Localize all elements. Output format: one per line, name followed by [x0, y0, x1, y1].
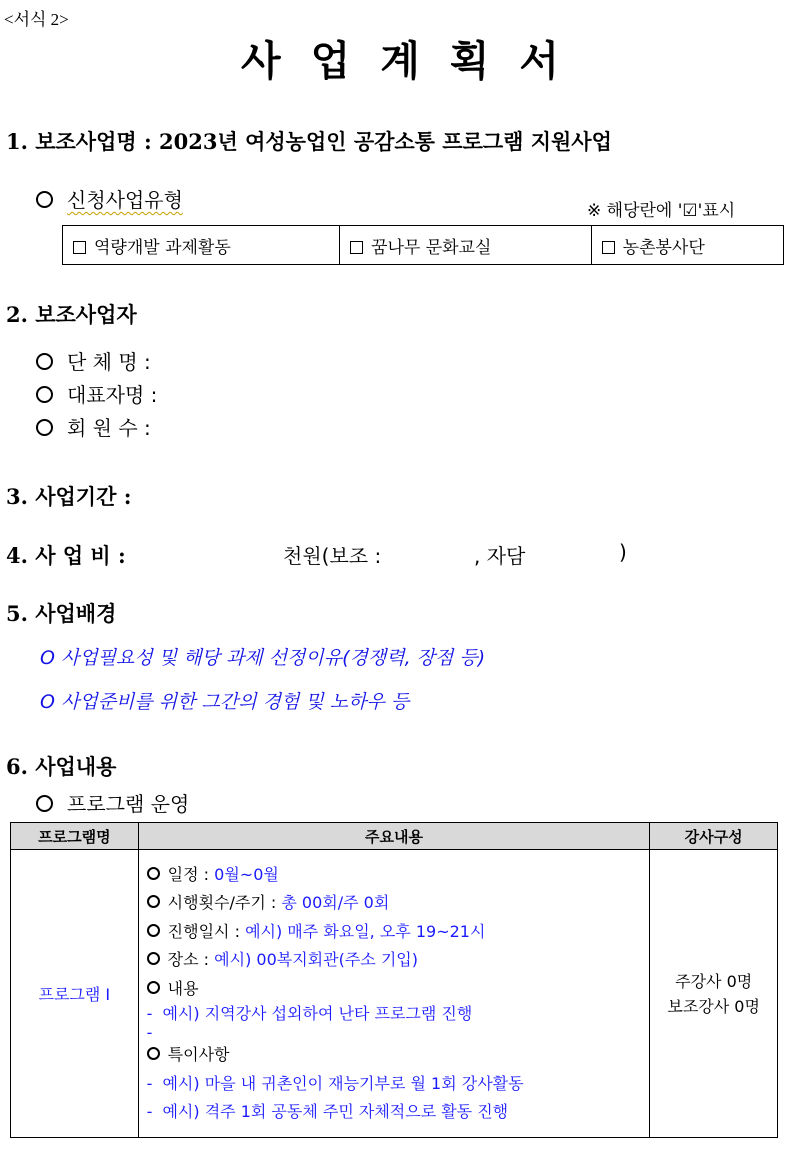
section-4-title: 4. 사 업 비 :	[6, 543, 126, 568]
check-note: ※ 해당란에 '☑'표시	[587, 201, 736, 221]
circle-bullet-icon	[36, 353, 53, 370]
circle-bullet-icon	[147, 867, 160, 880]
form-number: <서식 2>	[4, 10, 69, 29]
main-instructor: 주강사 0명	[675, 971, 753, 991]
budget-self: , 자담	[474, 544, 526, 568]
org-name-field: 단 체 명 :	[36, 346, 151, 375]
section-5-title: 5. 사업배경	[6, 601, 117, 626]
member-count-field: 회 원 수 :	[36, 412, 151, 441]
section-1-title: 1. 보조사업명 : 2023년 여성농업인 공감소통 프로그램 지원사업	[6, 129, 612, 154]
circle-bullet-icon	[36, 386, 53, 403]
dash-icon: -	[146, 1004, 153, 1023]
checkbox-icon[interactable]	[602, 241, 615, 254]
type-option-1[interactable]: 역량개발 과제활동	[63, 226, 340, 265]
circle-bullet-icon	[147, 895, 160, 908]
program-name-cell: 프로그램 I	[11, 850, 139, 1138]
type-option-2[interactable]: 꿈나무 문화교실	[340, 226, 592, 265]
type-option-3[interactable]: 농촌봉사단	[591, 226, 783, 265]
circle-bullet-icon	[36, 191, 53, 208]
section-6-title: 6. 사업내용	[6, 754, 117, 779]
circle-bullet-icon	[147, 924, 160, 937]
section-3-title: 3. 사업기간 :	[6, 484, 132, 509]
circle-bullet-icon	[147, 1047, 160, 1060]
dash-icon: -	[146, 1073, 153, 1093]
budget-amount: 천원(보조 :	[283, 544, 382, 568]
circle-bullet-icon	[147, 952, 160, 965]
header-program-name: 프로그램명	[11, 823, 139, 850]
background-item-1: O 사업필요성 및 해당 과제 선정이유(경쟁력, 장점 등)	[40, 647, 486, 669]
dash-icon: -	[146, 1023, 153, 1042]
program-operation-label: 프로그램 운영	[36, 788, 189, 817]
header-main-content: 주요내용	[138, 823, 650, 850]
program-content-cell: 일정 : 0월~0월 시행횟수/주기 : 총 00회/주 0회 진행일시 : 예시) 매주 화요일, 오후 19~21시 장소 : 예시) 00복지회관(주소 기입) 내용 - 예시) 지역강사 섭외하여 난타 프로그램 진행 - 특이사항 - 예시) 마을 내 귀촌인이 재능기부로 월 1회 강사활동 - 예시) 격주 1회 공동체 주민 자체적으로 활동 진행	[138, 850, 650, 1138]
application-type-table	[62, 225, 784, 265]
section-2-title: 2. 보조사업자	[6, 302, 137, 327]
dash-icon: -	[146, 1102, 153, 1121]
program-table	[10, 822, 778, 1138]
header-instructors: 강사구성	[650, 823, 778, 850]
checkbox-icon[interactable]	[73, 241, 86, 254]
background-item-2: O 사업준비를 위한 그간의 경험 및 노하우 등	[40, 691, 410, 713]
assistant-instructor: 보조강사 0명	[667, 996, 760, 1016]
instructor-cell	[650, 850, 778, 1138]
budget-close: )	[619, 540, 627, 564]
page-title: 사업계획서	[240, 37, 590, 85]
circle-bullet-icon	[36, 419, 53, 436]
application-type-label: 신청사업유형	[36, 184, 183, 213]
representative-field: 대표자명 :	[36, 379, 157, 408]
circle-bullet-icon	[36, 795, 53, 812]
checkbox-icon[interactable]	[350, 241, 363, 254]
circle-bullet-icon	[147, 981, 160, 994]
